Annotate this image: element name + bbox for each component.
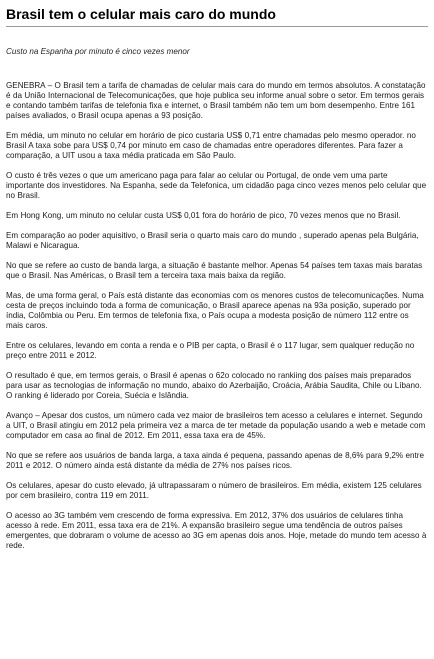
article-subtitle: Custo na Espanha por minuto é cinco vezes menor bbox=[6, 47, 190, 56]
paragraph-2: Em média, um minuto no celular em horário de pico custaria US$ 0,71 entre chamadas pelo mesmo operador. no Brasil A taxa sobe para US$ 0,74 por minuto em caso de chamadas entre operadores diferentes. Para fazer a comparação, a UIT usou a taxa média praticada em São Paulo. bbox=[6, 131, 416, 160]
article bbox=[6, 0, 428, 561]
paragraph-12: Os celulares, apesar do custo elevado, já ultrapassaram o número de brasileiros. Em média, existem 125 celulares por cem brasileiro, contra 119 em 2011. bbox=[6, 481, 422, 500]
paragraph-9: O resultado é que, em termos gerais, o Brasil é apenas o 62o colocado no rankiing dos países mais preparados para usar as tecnologias de informação no mundo, abaixo do Azerbaijão, Croácia, Arábia Saudita, Chile ou Líbano. O ranking é liderado por Coreia, Suécia e Islândia. bbox=[6, 371, 422, 400]
paragraph-6: No que se refere ao custo de banda larga, a situação é bastante melhor. Apenas 54 países tem taxas mais baratas que o Brasil. Nas Américas, o Brasil tem a terceira taxa mais baixa da região. bbox=[6, 261, 423, 280]
paragraph-4: Em Hong Kong, um minuto no celular custa US$ 0,01 fora do horário de pico, 70 vezes menos que no Brasil. bbox=[6, 211, 401, 220]
paragraph-11: No que se refere aos usuários de banda larga, a taxa ainda é pequena, passando apenas de 8,6% para 9,2% entre 2011 e 2012. O número ainda está distante da média de 27% nos países ricos. bbox=[6, 451, 424, 470]
paragraph-13: O acesso ao 3G também vem crescendo de forma expressiva. Em 2012, 37% dos usuários de celulares tinha acesso à rede. Em 2011, essa taxa era de 21%. A expansão brasileiro segue uma tendência de outros países emergentes, que dobraram o volume de acesso ao 3G em apenas dois anos. Hoje, metade do mundo tem acesso à rede. bbox=[6, 511, 427, 550]
article-headline: Brasil tem o celular mais caro do mundo bbox=[6, 6, 428, 27]
paragraph-1: GENEBRA – O Brasil tem a tarifa de chamadas de celular mais cara do mundo em termos absolutos. A constatação é da União Internacional de Telecomunicações, que hoje publica seu informe anual sobre o setor. Em termos gerais e contando também tarifas de telefonia fixa e internet, o Brasil também não tem um bom desempenho. Entre 161 países avaliados, o Brasil ocupa apenas a 93 posição. bbox=[6, 81, 426, 120]
paragraph-8: Entre os celulares, levando em conta a renda e o PIB per capta, o Brasil é o 117 lugar, sem qualquer redução no preço entre 2011 e 2012. bbox=[6, 341, 415, 360]
paragraph-5: Em comparação ao poder aquisitivo, o Brasil seria o quarto mais caro do mundo , superado apenas pela Bulgária, Malawi e Nicaragua. bbox=[6, 231, 419, 250]
paragraph-7: Mas, de uma forma geral, o País está distante das economias com os menores custos de telecomunicações. Numa cesta de preços incluindo toda a forma de comunicação, o Brasil aparece apenas na 93a posição, superado por índia, Colômbia ou Peru. Em termos de telefonia fixa, o País ocupa a modesta posição de número 112 entre os mais caros. bbox=[6, 291, 424, 330]
article-body bbox=[6, 81, 428, 551]
paragraph-3: O custo é três vezes o que um americano paga para falar ao celular ou Portugal, de onde vem uma parte importante dos investidores. Na Espanha, sede da Telefonica, um cidadão paga cinco vezes menos pelo celular que no Brasil. bbox=[6, 171, 427, 200]
paragraph-10: Avanço – Apesar dos custos, um número cada vez maior de brasileiros tem acesso a celulares e internet. Segundo a UIT, o Brasil atingiu em 2012 pela primeira vez a marca de ter metade da população usando a web e metade com computador em casa ao final de 2012. Em 2011, essa taxa era de 45%. bbox=[6, 411, 426, 440]
